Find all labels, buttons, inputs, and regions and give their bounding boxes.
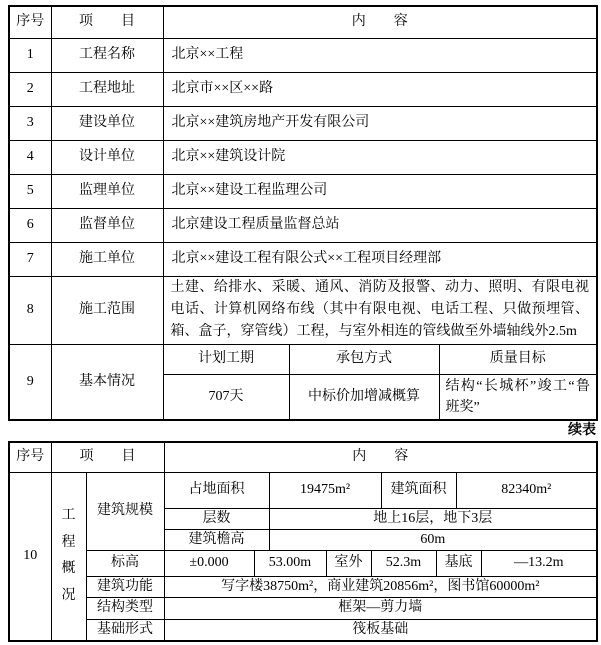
row-no: 1 <box>9 38 51 72</box>
header-content: 内 容 <box>164 442 597 472</box>
structure-type-label: 结构类型 <box>86 598 164 619</box>
row-building-function <box>9 577 597 598</box>
header-item: 项 目 <box>51 442 164 472</box>
header-no: 序号 <box>9 6 51 38</box>
land-area-label: 占地面积 <box>164 472 269 508</box>
row-item: 设计单位 <box>51 140 163 174</box>
elevation-base-label: 基底 <box>436 551 481 577</box>
header-no: 序号 <box>9 442 51 472</box>
scale-label: 建筑规模 <box>86 472 164 551</box>
land-area-value: 19475m² <box>269 472 381 508</box>
project-info-table <box>8 5 598 421</box>
row-no: 7 <box>9 242 51 276</box>
table-row <box>9 174 597 208</box>
row-content: 北京市××区××路 <box>163 72 597 106</box>
building-function-label: 建筑功能 <box>86 577 164 598</box>
row-content: 北京建设工程质量监督总站 <box>163 208 597 242</box>
elevation-zero-value: 53.00m <box>254 551 326 577</box>
floor-area-label: 建筑面积 <box>381 472 456 508</box>
row-content: 北京××建筑设计院 <box>163 140 597 174</box>
row-structure-type <box>9 598 597 619</box>
quality-target-value: 结构“长城杯”竣工“鲁班奖” <box>439 374 597 420</box>
elevation-outdoor-value: 52.3m <box>371 551 436 577</box>
row-content: 土建、给排水、采暖、通风、消防及报警、动力、照明、有限电视电话、计算机网络布线（其中有限电视、电话工程、只做预埋管、箱、盒子，穿管线）工程，与室外相连的管线做至外墙轴线外2.5m <box>163 276 597 344</box>
header-item: 项 目 <box>51 6 163 38</box>
elevation-base-value: —13.2m <box>481 551 597 577</box>
row-item: 建设单位 <box>51 106 163 140</box>
row-item: 施工范围 <box>51 276 163 344</box>
plan-period-value: 707天 <box>163 374 289 420</box>
table2-header-row <box>9 442 597 472</box>
row-item: 工程名称 <box>51 38 163 72</box>
plan-period-header: 计划工期 <box>163 344 289 374</box>
table-row <box>9 106 597 140</box>
quality-target-header: 质量目标 <box>439 344 597 374</box>
elevation-label: 标高 <box>86 551 164 577</box>
foundation-type-label: 基础形式 <box>86 619 164 641</box>
table-row <box>9 140 597 174</box>
eave-height-value: 60m <box>269 529 597 550</box>
row-no: 10 <box>9 472 51 641</box>
row-no: 8 <box>9 276 51 344</box>
floors-label: 层数 <box>164 508 269 529</box>
table-row <box>9 208 597 242</box>
row-no: 4 <box>9 140 51 174</box>
vertical-label: 工程概况 <box>61 508 76 603</box>
elevation-outdoor-label: 室外 <box>326 551 371 577</box>
structure-type-value: 框架—剪力墙 <box>164 598 597 619</box>
row-item: 基本情况 <box>51 344 163 420</box>
table-row-basic-headers <box>9 344 597 374</box>
contract-mode-header: 承包方式 <box>289 344 439 374</box>
row-content: 北京××建设工程监理公司 <box>163 174 597 208</box>
row-item: 监理单位 <box>51 174 163 208</box>
table-row-scope <box>9 276 597 344</box>
contract-mode-value: 中标价加增减概算 <box>289 374 439 420</box>
row-item: 监督单位 <box>51 208 163 242</box>
eave-height-label: 建筑檐高 <box>164 529 269 550</box>
row-no: 5 <box>9 174 51 208</box>
project-profile-table <box>8 441 598 642</box>
foundation-type-value: 筏板基础 <box>164 619 597 641</box>
row-foundation-type <box>9 619 597 641</box>
table-row <box>9 38 597 72</box>
row-content: 北京××建筑房地产开发有限公司 <box>163 106 597 140</box>
row-land-area <box>9 472 597 508</box>
table1-header-row <box>9 6 597 38</box>
row-no: 6 <box>9 208 51 242</box>
row-no: 3 <box>9 106 51 140</box>
building-function-value: 写字楼38750m²，商业建筑20856m²，图书馆60000m² <box>164 577 597 598</box>
row-no: 2 <box>9 72 51 106</box>
continued-table-label: 续表 <box>568 423 596 438</box>
floor-area-value: 82340m² <box>456 472 597 508</box>
row-content: 北京××建设工程有限公式××工程项目经理部 <box>163 242 597 276</box>
header-content: 内 容 <box>163 6 597 38</box>
row-content: 北京××工程 <box>163 38 597 72</box>
row-item: 施工单位 <box>51 242 163 276</box>
table-row <box>9 72 597 106</box>
row-no: 9 <box>9 344 51 420</box>
table-row <box>9 242 597 276</box>
project-profile-group-label <box>51 472 86 641</box>
row-elevation <box>9 551 597 577</box>
row-item: 工程地址 <box>51 72 163 106</box>
elevation-zero-label: ±0.000 <box>164 551 254 577</box>
floors-value: 地上16层，地下3层 <box>269 508 597 529</box>
